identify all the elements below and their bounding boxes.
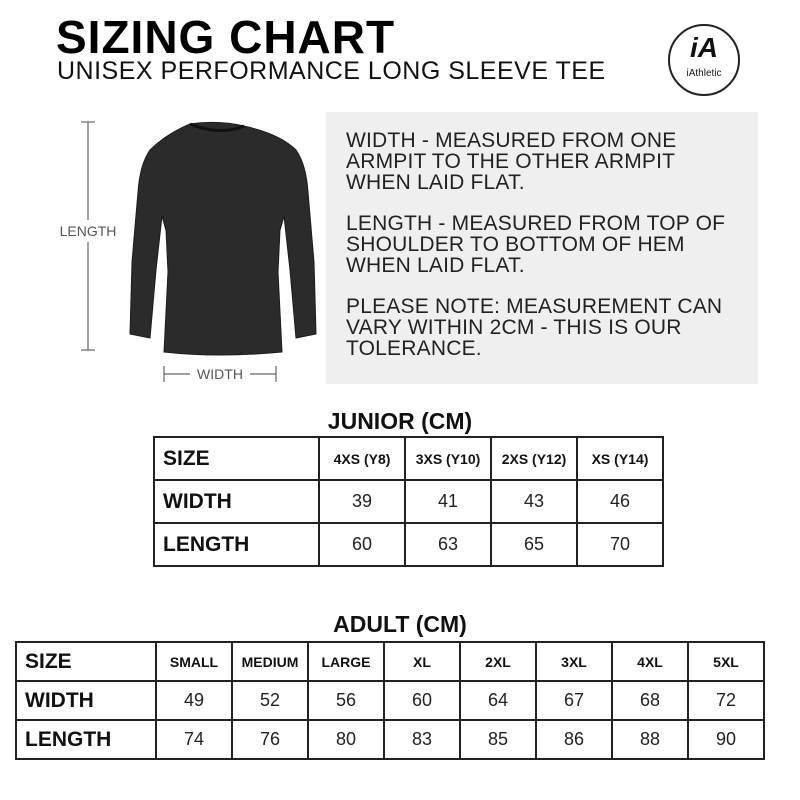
size-header-cell: MEDIUM	[232, 642, 308, 681]
size-row-header: SIZE	[154, 437, 319, 480]
length-cell: 74	[156, 720, 232, 759]
width-cell: 72	[688, 681, 764, 720]
table-row	[154, 437, 663, 480]
length-cell: 63	[405, 523, 491, 566]
width-cell: 68	[612, 681, 688, 720]
junior-table-title: JUNIOR (CM)	[327, 408, 473, 434]
tolerance-note: PLEASE NOTE: MEASUREMENT CAN VARY WITHIN 2CM - THIS IS OUR TOLERANCE.	[346, 295, 723, 360]
size-header-cell: SMALL	[156, 642, 232, 681]
width-cell: 60	[384, 681, 460, 720]
length-row-header: LENGTH	[16, 720, 156, 759]
table-row	[154, 480, 663, 523]
size-row-header: SIZE	[16, 642, 156, 681]
length-cell: 85	[460, 720, 536, 759]
page-title: SIZING CHART	[56, 11, 396, 63]
length-cell: 76	[232, 720, 308, 759]
size-header-cell: 4XL	[612, 642, 688, 681]
width-measure-note: WIDTH - MEASURED FROM ONE ARMPIT TO THE OTHER ARMPIT WHEN LAID FLAT.	[346, 129, 677, 194]
width-row-header: WIDTH	[154, 480, 319, 523]
length-cell: 70	[577, 523, 663, 566]
adult-size-table	[15, 641, 765, 760]
adult-table-title: ADULT (CM)	[333, 611, 467, 637]
length-row-header: LENGTH	[154, 523, 319, 566]
long-sleeve-tee-image	[130, 122, 316, 355]
table-row	[154, 523, 663, 566]
width-cell: 67	[536, 681, 612, 720]
length-measure-note: LENGTH - MEASURED FROM TOP OF SHOULDER TO BOTTOM OF HEM WHEN LAID FLAT.	[346, 212, 726, 277]
page-subtitle: UNISEX PERFORMANCE LONG SLEEVE TEE	[57, 57, 606, 85]
width-cell: 39	[319, 480, 405, 523]
table-row	[16, 720, 764, 759]
logo-wordmark: iAthletic	[686, 68, 722, 79]
length-cell: 83	[384, 720, 460, 759]
length-cell: 86	[536, 720, 612, 759]
length-label: LENGTH	[59, 223, 117, 239]
size-header-cell: 2XL	[460, 642, 536, 681]
size-header-cell: 2XS (Y12)	[491, 437, 577, 480]
logo-mark: iA	[690, 32, 718, 63]
tee-measurement-diagram	[40, 112, 320, 392]
size-header-cell: 5XL	[688, 642, 764, 681]
size-header-cell: XL	[384, 642, 460, 681]
measurement-info-box	[326, 112, 758, 384]
table-row	[16, 642, 764, 681]
size-header-cell: XS (Y14)	[577, 437, 663, 480]
length-cell: 88	[612, 720, 688, 759]
brand-logo	[668, 24, 740, 96]
width-cell: 46	[577, 480, 663, 523]
length-cell: 90	[688, 720, 764, 759]
size-header-cell: LARGE	[308, 642, 384, 681]
size-header-cell: 3XL	[536, 642, 612, 681]
junior-size-table	[153, 436, 664, 567]
length-cell: 80	[308, 720, 384, 759]
size-header-cell: 4XS (Y8)	[319, 437, 405, 480]
size-header-cell: 3XS (Y10)	[405, 437, 491, 480]
width-cell: 64	[460, 681, 536, 720]
width-cell: 52	[232, 681, 308, 720]
width-cell: 49	[156, 681, 232, 720]
length-cell: 60	[319, 523, 405, 566]
width-cell: 56	[308, 681, 384, 720]
table-row	[16, 681, 764, 720]
width-cell: 43	[491, 480, 577, 523]
length-cell: 65	[491, 523, 577, 566]
width-row-header: WIDTH	[16, 681, 156, 720]
width-cell: 41	[405, 480, 491, 523]
width-label: WIDTH	[197, 366, 243, 382]
